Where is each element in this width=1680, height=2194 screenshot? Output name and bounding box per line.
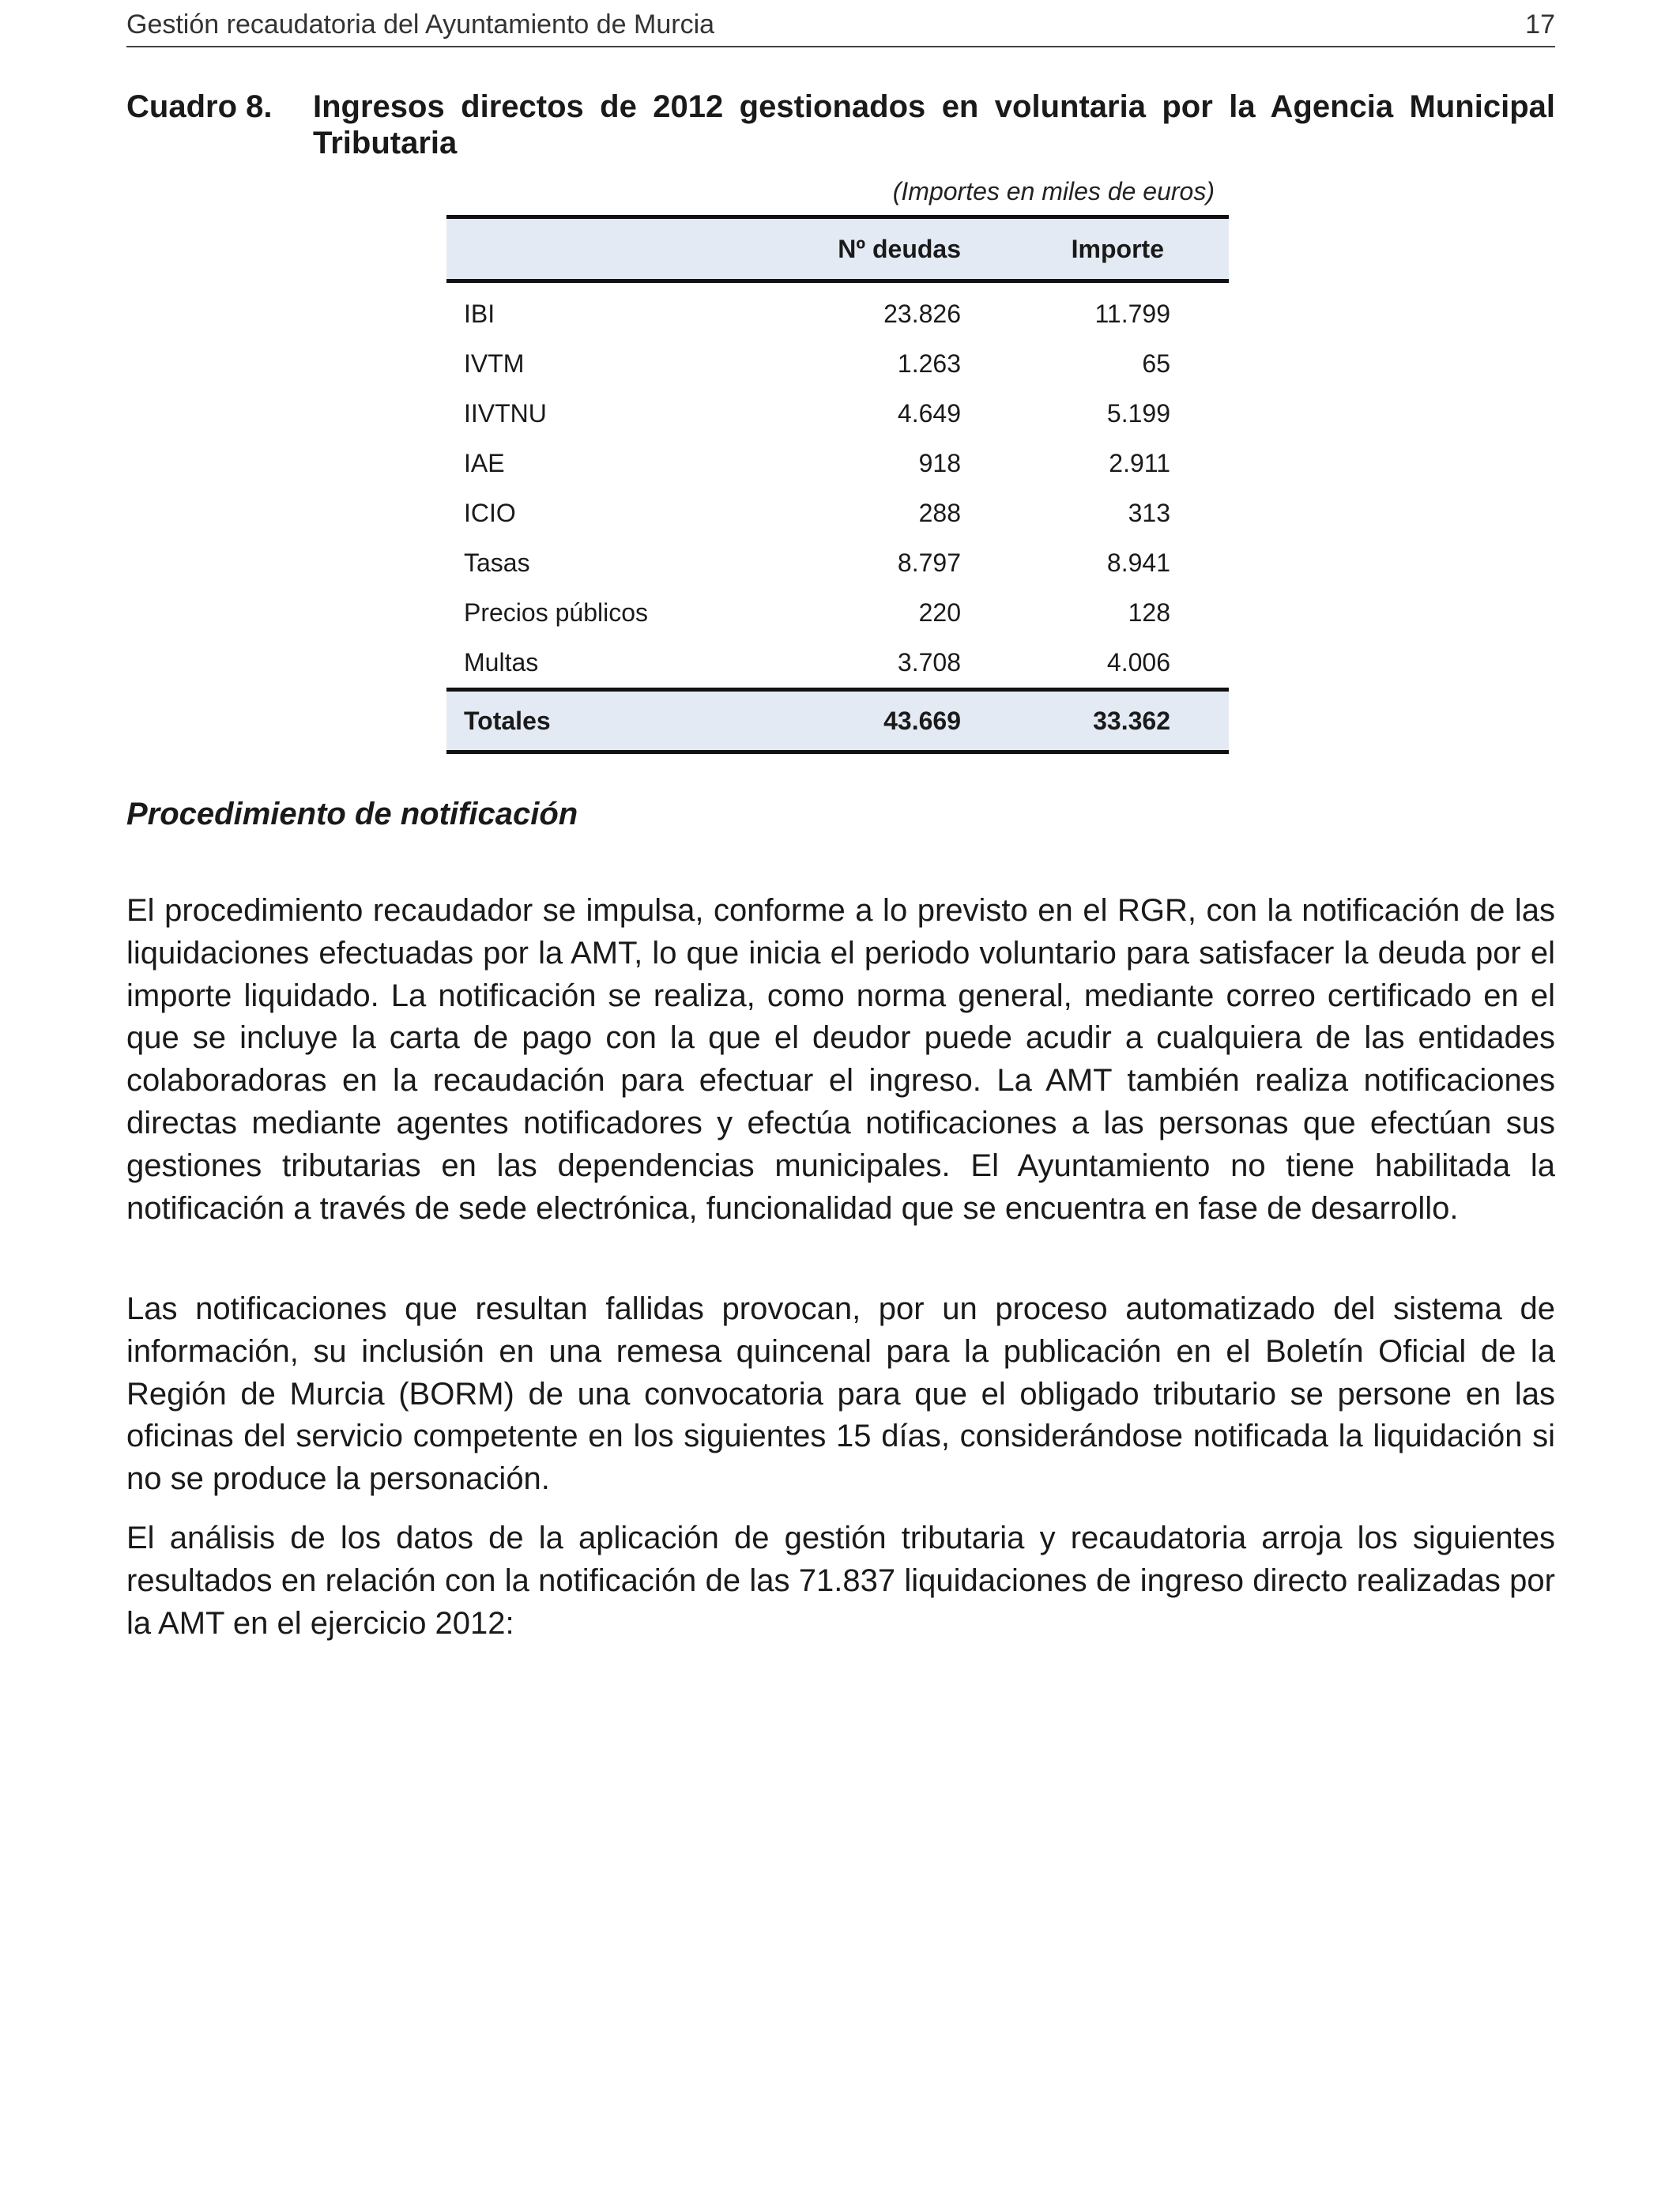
row-debts: 3.708 — [897, 648, 961, 677]
row-amount: 2.911 — [1109, 449, 1170, 477]
column-header-concept — [446, 217, 789, 281]
row-debts: 1.263 — [897, 349, 961, 378]
totals-debts: 43.669 — [789, 690, 1015, 752]
revenue-table — [446, 215, 1229, 754]
body-paragraph: El procedimiento recaudador se impulsa, conforme a lo previsto en el RGR, con la notificación de las liquidaciones efectuadas por la AMT, lo que inicia el periodo voluntario para satisfacer la deuda por el importe liquidado. La notificación se realiza, como norma general, mediante correo certificado en el que se incluye la carta de pago con la que el deudor puede acudir a cualquiera de las entidades colaboradoras en la recaudación para efectuar el ingreso. La AMT también realiza notificaciones directas mediante agentes notificadores y efectúa notificaciones a las personas que efectúan sus gestiones tributarias en las dependencias municipales. El Ayuntamiento no tiene habilitada la notificación a través de sede electrónica, funcionalidad que se encuentra en fase de desarrollo. — [126, 893, 1555, 1226]
totals-amount: 33.362 — [1015, 690, 1229, 752]
table-header-row — [446, 217, 1229, 281]
caption-label: Cuadro 8. — [126, 89, 273, 124]
page-header — [126, 6, 1555, 47]
totals-row — [446, 690, 1229, 752]
totals-label: Totales — [446, 690, 789, 752]
row-amount: 4.006 — [1106, 648, 1170, 677]
row-debts: 8.797 — [897, 548, 961, 577]
column-header-amount: Importe — [1015, 217, 1229, 281]
row-label: Tasas — [464, 548, 530, 577]
row-amount: 8.941 — [1106, 548, 1170, 577]
row-label: Multas — [464, 648, 539, 677]
row-amount: 313 — [1128, 499, 1170, 527]
row-debts: 23.826 — [883, 300, 961, 328]
table-row — [446, 588, 1229, 638]
row-amount: 11.799 — [1094, 300, 1170, 328]
table-row — [446, 538, 1229, 588]
row-debts: 918 — [918, 449, 961, 477]
table-units-note: (Importes en miles de euros) — [892, 177, 1215, 205]
page-number: 17 — [1525, 9, 1555, 40]
section-title: Procedimiento de notificación — [126, 797, 578, 831]
body-paragraph: Las notificaciones que resultan fallidas provocan, por un proceso automatizado del sistema de información, su inclusión en una remesa quincenal para la publicación en el Boletín Oficial de la Región de Murcia (BORM) de una convocatoria para que el obligado tributario se persone en las oficinas del servicio competente en los siguientes 15 días, considerándose notificada la liquidación si no se produce la personación. — [126, 1291, 1555, 1497]
row-label: IIVTNU — [464, 399, 547, 428]
row-amount: 128 — [1128, 598, 1170, 627]
header-title: Gestión recaudatoria del Ayuntamiento de Murcia — [126, 9, 715, 40]
row-label: ICIO — [464, 499, 516, 527]
table-row — [446, 339, 1229, 389]
row-amount: 5.199 — [1106, 399, 1170, 428]
row-debts: 220 — [918, 598, 961, 627]
table-row — [446, 389, 1229, 439]
caption-text: Ingresos directos de 2012 gestionados en voluntaria por la Agencia Municipal Tributaria — [313, 89, 1555, 160]
table-row — [446, 439, 1229, 488]
table-row — [446, 488, 1229, 538]
body-paragraph: El análisis de los datos de la aplicación de gestión tributaria y recaudatoria arroja los siguientes resultados en relación con la notificación de las 71.837 liquidaciones de ingreso directo realizadas por la AMT en el ejercicio 2012: — [126, 1521, 1555, 1641]
row-label: IBI — [464, 300, 495, 328]
row-label: IAE — [464, 449, 505, 477]
row-label: IVTM — [464, 349, 525, 378]
row-amount: 65 — [1142, 349, 1170, 378]
row-debts: 288 — [918, 499, 961, 527]
table-row — [446, 281, 1229, 340]
row-debts: 4.649 — [897, 399, 961, 428]
column-header-debts: Nº deudas — [789, 217, 1015, 281]
table-row — [446, 638, 1229, 690]
row-label: Precios públicos — [464, 598, 648, 627]
